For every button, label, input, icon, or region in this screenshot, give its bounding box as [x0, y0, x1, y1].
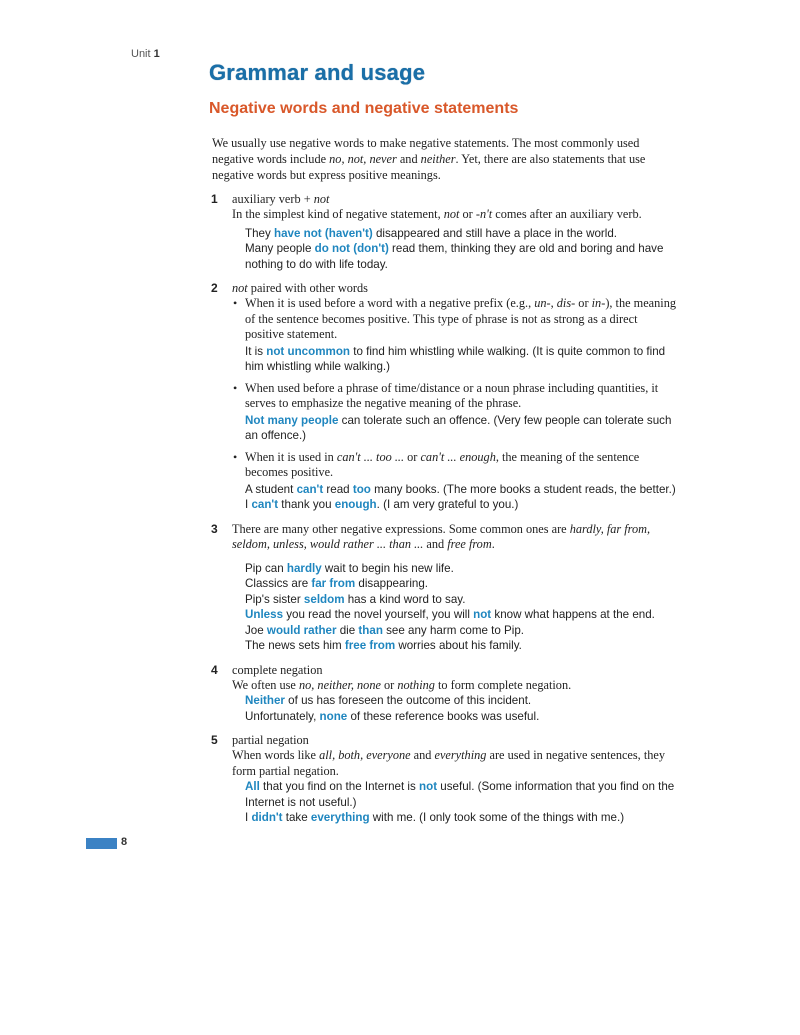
- section-heading: partial negation: [232, 733, 309, 747]
- rule-section-3: [212, 522, 677, 654]
- example-sentence: It is not uncommon to find him whistling while walking. (It is quite common to find him whistling while walking.): [245, 344, 666, 373]
- example-sentence: All that you find on the Internet is not useful. (Some information that you find on the Internet is not useful.): [245, 780, 675, 809]
- bullet-item: [232, 381, 677, 444]
- example-sentence: Classics are far from disappearing.: [245, 577, 429, 590]
- rule-text: We often use no, neither, none or nothing to form complete negation.: [232, 677, 572, 692]
- example-block: [245, 344, 677, 375]
- page-number: 8: [121, 836, 128, 848]
- rule-text: • When it is used before a word with a negative prefix (e.g., un-, dis- or in-), the meaning of the sentence becomes positive. This type of phrase is not as strong as a direct positive statement.: [245, 296, 676, 341]
- example-sentence: Not many people can tolerate such an offence. (Very few people can tolerate such an offence.): [245, 413, 672, 442]
- section-number: 2: [211, 281, 218, 295]
- example-sentence: Unfortunately, none of these reference books was useful.: [245, 709, 540, 723]
- rule-text: • When it is used in can't ... too ... or can't ... enough, the meaning of the sentence becomes positive.: [245, 449, 640, 479]
- unit-label: [131, 48, 160, 60]
- example-sentence: Joe would rather die than see any harm come to Pip.: [245, 623, 525, 637]
- section-heading: not paired with other words: [232, 281, 368, 295]
- section-number: 5: [211, 733, 218, 747]
- section-subtitle: Negative words and negative statements: [209, 100, 519, 117]
- example-sentence: A student can't read too many books. (The more books a student reads, the better.): [245, 482, 676, 496]
- example-block: [245, 413, 677, 444]
- page-number-bar: [86, 838, 117, 849]
- rule-section-5: [212, 733, 677, 826]
- section-number: 3: [211, 521, 218, 536]
- section-heading: complete negation: [232, 662, 323, 677]
- rule-text: There are many other negative expressions. Some common ones are hardly, far from, seldom, unless, would rather ... than ... and free from.: [232, 521, 651, 551]
- example-sentence: Neither of us has foreseen the outcome of this incident.: [245, 694, 532, 707]
- example-block: [245, 779, 677, 826]
- intro-paragraph: We usually use negative words to make negative statements. The most commonly used negative words include no, not, never and neither. Yet, there are also statements that use negative words but express positive meanings.: [212, 136, 646, 182]
- example-block: [245, 482, 677, 513]
- section-number: 4: [211, 662, 218, 677]
- bullet-item: [232, 450, 677, 513]
- rule-section-2: [212, 281, 677, 513]
- example-sentence: Pip can hardly wait to begin his new life.: [245, 561, 454, 575]
- rule-text: • When used before a phrase of time/distance or a noun phrase including quantities, it serves to emphasize the negative meaning of the phrase.: [245, 380, 659, 410]
- rule-section-4: [212, 663, 677, 725]
- rule-text: In the simplest kind of negative statement, not or -n't comes after an auxiliary verb.: [232, 207, 642, 221]
- rule-text: When words like all, both, everyone and everything are used in negative sentences, they form partial negation.: [232, 748, 665, 778]
- unit-number: 1: [153, 48, 160, 60]
- example-sentence: Unless you read the novel yourself, you will not know what happens at the end.: [245, 608, 655, 621]
- bullet-item: [232, 296, 677, 375]
- example-sentence: Many people do not (don't) read them, thinking they are old and boring and have nothing to do with life today.: [245, 242, 664, 271]
- example-block: [245, 561, 677, 654]
- example-sentence: They have not (haven't) disappeared and still have a place in the world.: [245, 226, 618, 240]
- example-sentence: Pip's sister seldom has a kind word to say.: [245, 592, 466, 606]
- page-title: Grammar and usage: [209, 60, 426, 85]
- example-sentence: The news sets him free from worries about his family.: [245, 639, 522, 652]
- section-heading: auxiliary verb + not: [232, 192, 330, 206]
- example-sentence: I can't thank you enough. (I am very grateful to you.): [245, 498, 519, 511]
- example-sentence: I didn't take everything with me. (I only took some of the things with me.): [245, 811, 625, 824]
- unit-word: Unit: [131, 48, 151, 60]
- section-number: 1: [211, 192, 218, 206]
- example-block: [245, 226, 677, 273]
- example-block: [245, 693, 677, 724]
- rule-section-1: [212, 192, 677, 272]
